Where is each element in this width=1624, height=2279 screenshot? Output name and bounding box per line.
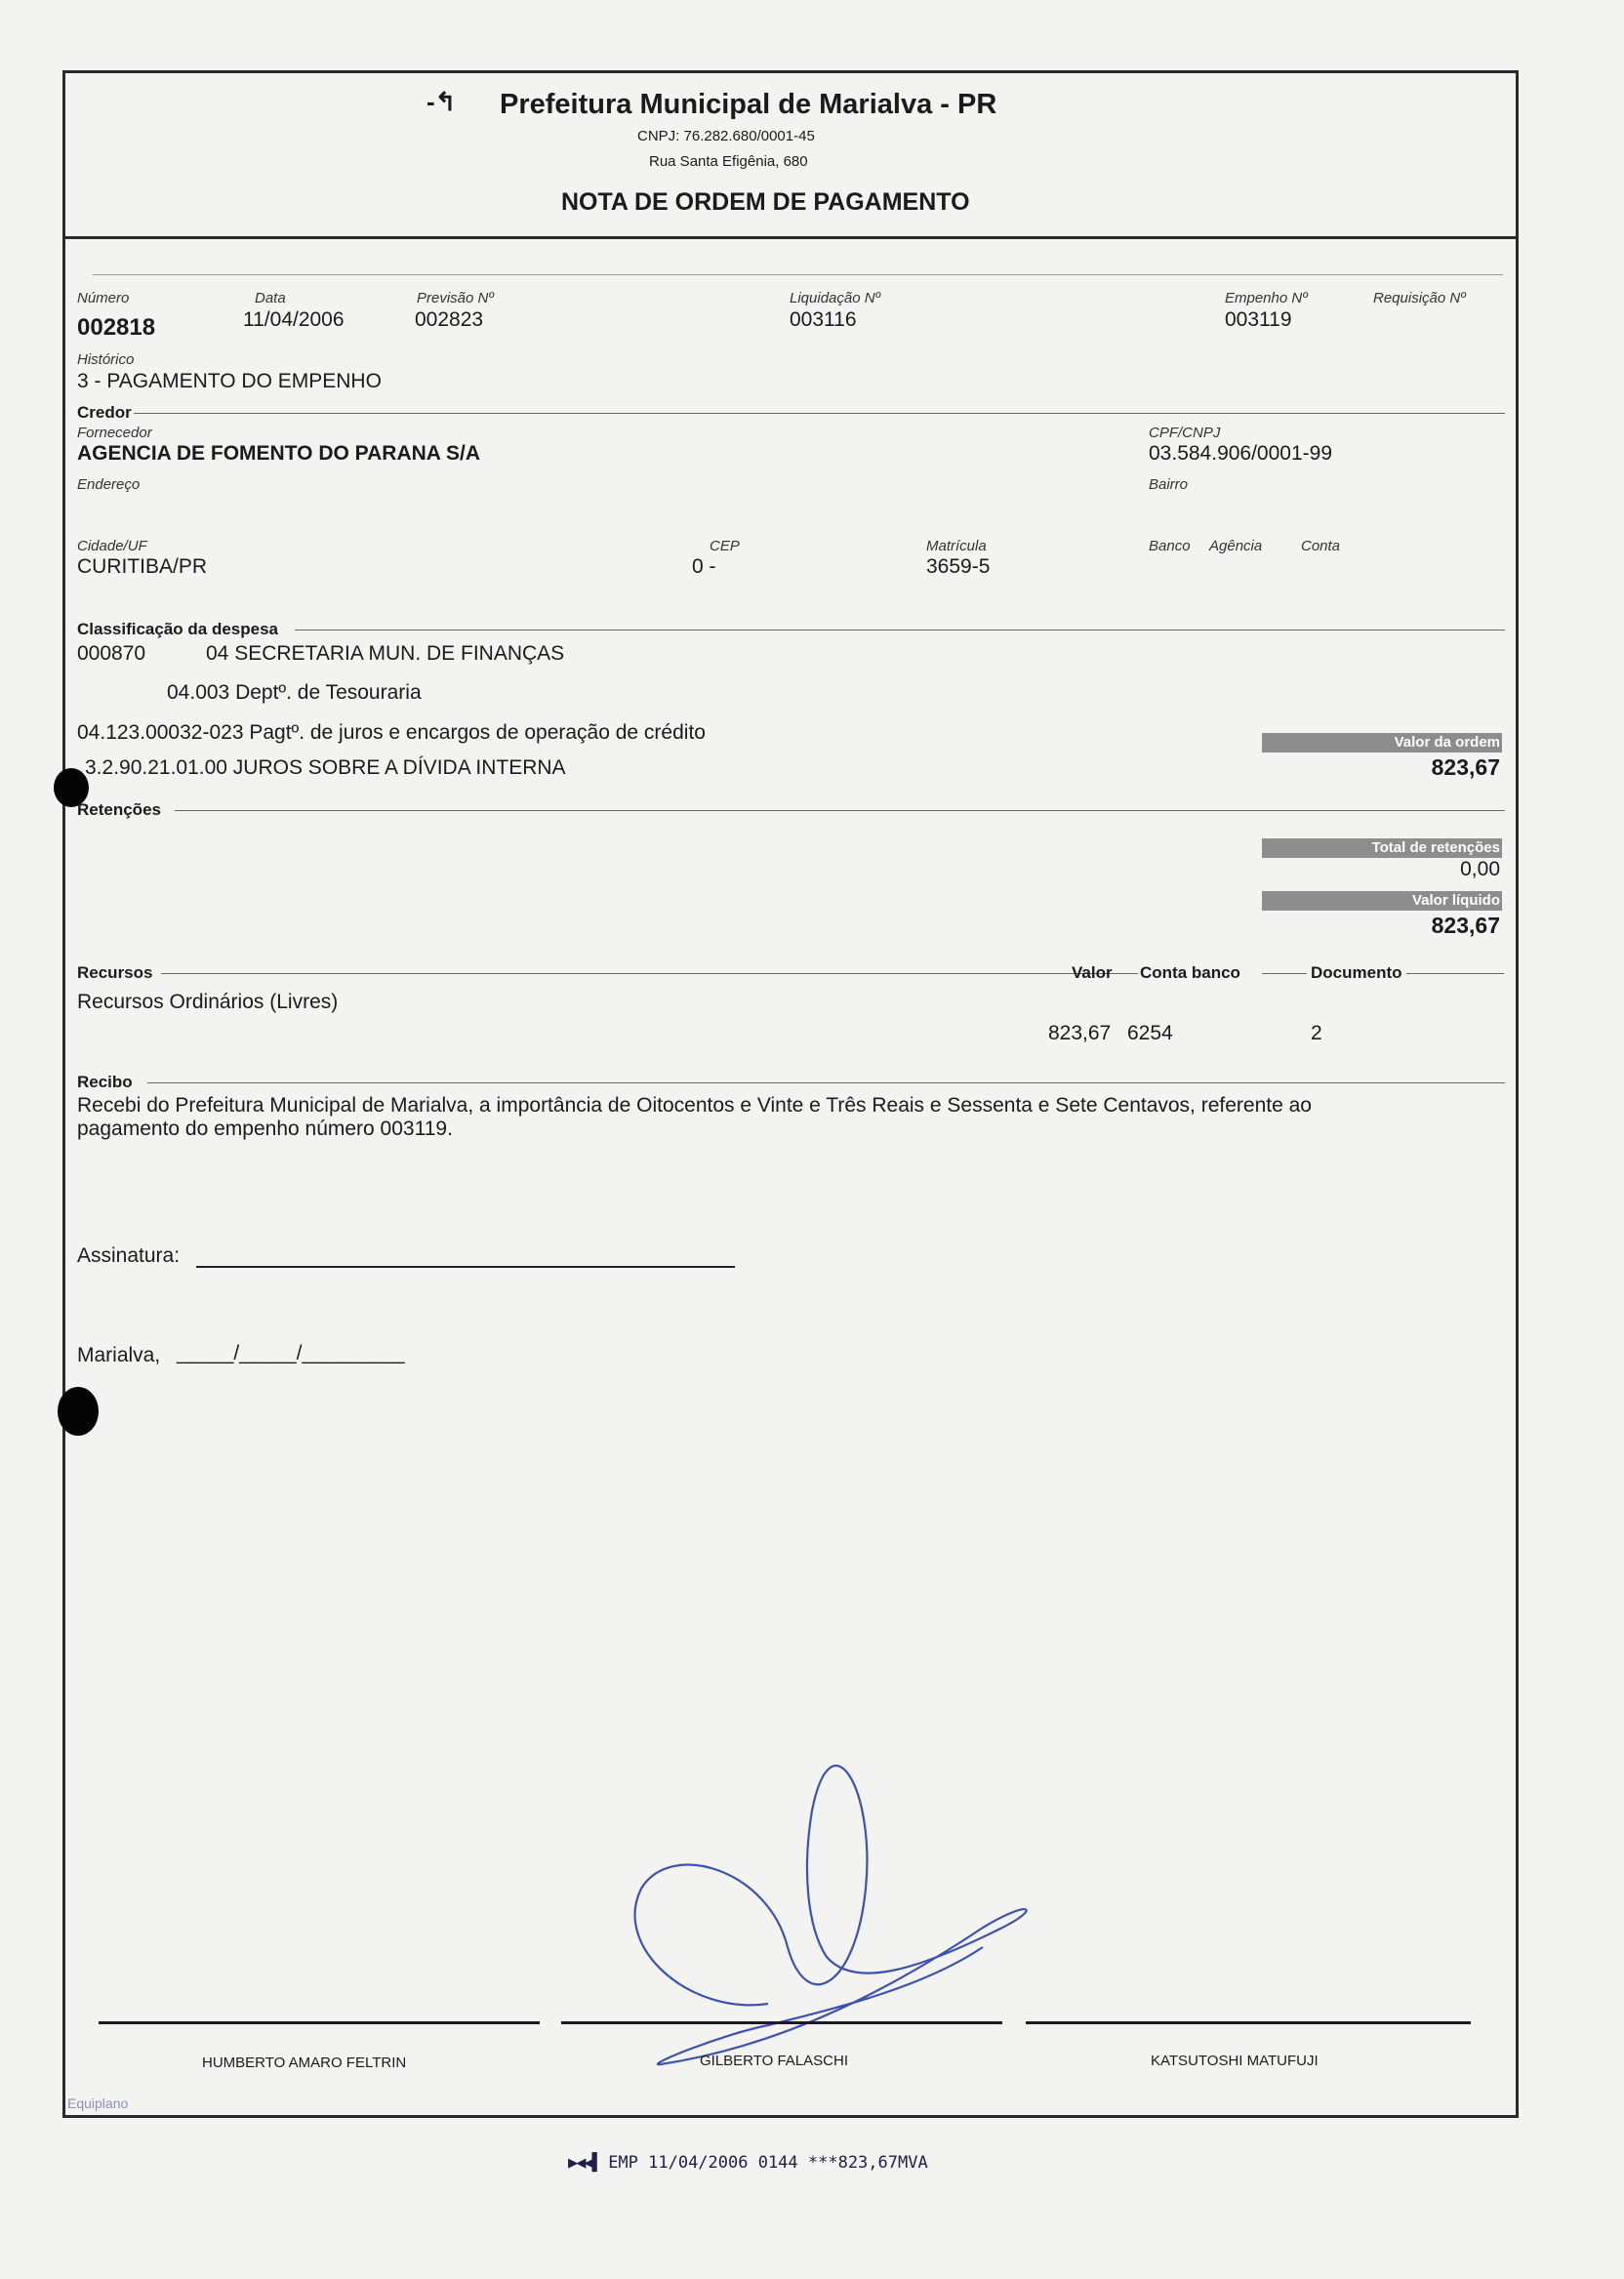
credor-section-title: Credor xyxy=(77,403,132,422)
elemento-value: 3.2.90.21.01.00 JUROS SOBRE A DÍVIDA INTERNA xyxy=(85,756,566,779)
programa-value: 04.123.00032-023 Pagtº. de juros e encargos de operação de crédito xyxy=(77,721,706,744)
bank-stamp-text: EMP 11/04/2006 0144 ***823,67MVA xyxy=(608,2153,928,2173)
recursos-valor-header: Valor xyxy=(1072,963,1113,982)
retencoes-rule xyxy=(175,810,1505,811)
historico-label: Histórico xyxy=(77,351,135,368)
credor-rule xyxy=(134,413,1505,414)
assinatura-label: Assinatura: xyxy=(77,1244,181,1267)
cpf-value: 03.584.906/0001-99 xyxy=(1149,442,1333,465)
dept-value: 04.003 Deptº. de Tesouraria xyxy=(167,681,422,704)
cidade-label: Cidade/UF xyxy=(77,538,147,554)
data-label: Data xyxy=(255,290,286,306)
cep-value: 0 - xyxy=(692,555,716,578)
date-blank: _____/_____/_________ xyxy=(177,1342,405,1364)
recursos-conta-header: Conta banco xyxy=(1140,963,1240,982)
recursos-descricao: Recursos Ordinários (Livres) xyxy=(77,991,339,1013)
cpf-label: CPF/CNPJ xyxy=(1149,425,1221,441)
data-value: 11/04/2006 xyxy=(243,308,345,331)
recibo-text-line2: pagamento do empenho número 003119. xyxy=(77,1118,453,1140)
bank-stamp-mark: ▶◀◀▌ xyxy=(568,2153,609,2173)
classificacao-code: 000870 xyxy=(77,642,146,665)
requisicao-label: Requisição Nº xyxy=(1373,290,1466,306)
retencoes-section-title: Retenções xyxy=(77,800,161,819)
valor-liquido-value: 823,67 xyxy=(1431,913,1500,938)
software-watermark: Equiplano xyxy=(67,2096,129,2111)
recibo-section-title: Recibo xyxy=(77,1073,133,1091)
agencia-label: Agência xyxy=(1209,538,1263,554)
bairro-label: Bairro xyxy=(1149,476,1189,493)
recursos-documento: 2 xyxy=(1311,1022,1322,1044)
valor-liquido-label: Valor líquido xyxy=(1262,891,1502,911)
liquidacao-label: Liquidação Nº xyxy=(790,290,881,306)
issuer-cnpj: CNPJ: 76.282.680/0001-45 xyxy=(637,128,815,144)
logo-mark: -↰ xyxy=(426,87,457,116)
punch-hole-bottom xyxy=(58,1387,99,1436)
empenho-label: Empenho Nº xyxy=(1225,290,1308,306)
secretaria-value: 04 SECRETARIA MUN. DE FINANÇAS xyxy=(206,642,565,665)
valor-ordem-value: 823,67 xyxy=(1431,754,1500,780)
historico-value: 3 - PAGAMENTO DO EMPENHO xyxy=(77,370,382,392)
signature-line-2 xyxy=(561,2021,1002,2024)
previsao-label: Previsão Nº xyxy=(417,290,494,306)
fornecedor-label: Fornecedor xyxy=(77,425,152,441)
matricula-label: Matrícula xyxy=(926,538,987,554)
handwritten-signature xyxy=(573,1693,1080,2074)
fields-top-rule xyxy=(93,274,1503,275)
numero-value: 002818 xyxy=(77,314,156,341)
recursos-documento-header: Documento xyxy=(1311,963,1402,982)
banco-label: Banco xyxy=(1149,538,1191,554)
recursos-header-rule-1 xyxy=(1118,973,1138,974)
recursos-conta: 6254 xyxy=(1127,1022,1173,1044)
bank-stamp xyxy=(568,2153,928,2173)
document-title: NOTA DE ORDEM DE PAGAMENTO xyxy=(561,188,970,216)
liquidacao-value: 003116 xyxy=(790,308,857,331)
recursos-header-rule-3 xyxy=(1406,973,1504,974)
signature-line-3 xyxy=(1026,2021,1471,2024)
issuer-title: Prefeitura Municipal de Marialva - PR xyxy=(500,89,997,120)
endereco-label: Endereço xyxy=(77,476,141,493)
issuer-address: Rua Santa Efigênia, 680 xyxy=(649,153,808,170)
header-divider xyxy=(65,236,1516,239)
recursos-rule xyxy=(161,973,1132,974)
document-frame xyxy=(62,70,1519,2118)
recibo-rule xyxy=(147,1082,1505,1083)
classificacao-section-title: Classificação da despesa xyxy=(77,620,279,638)
signatory-1: HUMBERTO AMARO FELTRIN xyxy=(202,2055,407,2071)
matricula-value: 3659-5 xyxy=(926,555,991,578)
signatory-3: KATSUTOSHI MATUFUJI xyxy=(1151,2053,1319,2069)
classificacao-rule xyxy=(295,630,1505,631)
total-retencoes-value: 0,00 xyxy=(1460,858,1500,880)
recursos-header-rule-2 xyxy=(1262,973,1307,974)
valor-ordem-label: Valor da ordem xyxy=(1262,733,1502,753)
conta-label: Conta xyxy=(1301,538,1341,554)
cep-label: CEP xyxy=(710,538,740,554)
assinatura-line xyxy=(196,1266,735,1268)
signatory-2: GILBERTO FALASCHI xyxy=(700,2053,848,2069)
recibo-text-line1: Recebi do Prefeitura Municipal de Marialva, a importância de Oitocentos e Vinte e Três Reais e Sessenta e Sete Centavos, referente ao xyxy=(77,1094,1312,1117)
cidade-value: CURITIBA/PR xyxy=(77,555,208,578)
recursos-valor: 823,67 xyxy=(1048,1022,1112,1044)
total-retencoes-label: Total de retenções xyxy=(1262,838,1502,858)
previsao-value: 002823 xyxy=(415,308,484,331)
empenho-value: 003119 xyxy=(1225,308,1292,331)
local-label: Marialva, xyxy=(77,1344,161,1366)
signature-line-1 xyxy=(99,2021,540,2024)
recursos-section-title: Recursos xyxy=(77,963,153,982)
fornecedor-value: AGENCIA DE FOMENTO DO PARANA S/A xyxy=(77,442,481,465)
numero-label: Número xyxy=(77,290,130,306)
